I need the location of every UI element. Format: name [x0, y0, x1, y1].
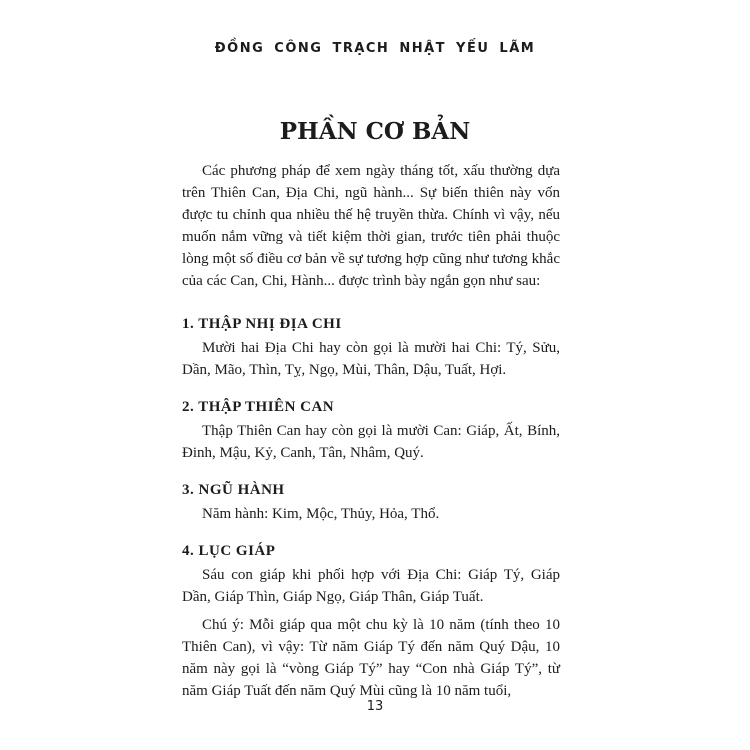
intro-paragraph: Các phương pháp để xem ngày tháng tốt, xấu thường dựa trên Thiên Can, Địa Chi, ngũ hành... Sự biến thiên này vốn được tu chỉnh qua nhiều thế hệ truyền thừa. Chính vì vậy, nếu muốn nắm vững và tiết kiệm thời gian, trước tiên phải thuộc lòng một số điều cơ bản về sự tương hợp cũng như tương khắc của các Can, Chi, Hành... được trình bày ngắn gọn như sau:: [182, 163, 560, 289]
section-paragraph: Mười hai Địa Chi hay còn gọi là mười hai Chi: Tý, Sửu, Dần, Mão, Thìn, Tỵ, Ngọ, Mùi, Thân, Dậu, Tuất, Hợi.: [182, 340, 560, 378]
section-thap-nhi-dia-chi: [182, 313, 560, 381]
section-thap-thien-can: [182, 396, 560, 464]
section-paragraph: Sáu con giáp khi phối hợp với Địa Chi: Giáp Tý, Giáp Dần, Giáp Thìn, Giáp Ngọ, Giáp Thân, Giáp Tuất.: [182, 567, 560, 605]
running-header: ĐỒNG CÔNG TRẠCH NHẬT YẾU LÃM: [214, 41, 536, 56]
section-heading: 4. LỤC GIÁP: [182, 543, 276, 559]
note-paragraph: Chú ý: Mỗi giáp qua một chu kỳ là 10 năm (tính theo 10 Thiên Can), vì vậy: Từ năm Giáp Tý đến năm Quý Dậu, 10 năm này gọi là “vòng Giáp Tý” hay “Con nhà Giáp Tý”, từ năm Giáp Tuất đến năm Quý Mùi cũng là 10 năm tuổi,: [182, 617, 560, 699]
page-body: [182, 160, 560, 702]
section-heading: 3. NGŨ HÀNH: [182, 482, 285, 498]
page-number: 13: [366, 699, 384, 714]
section-paragraph: Năm hành: Kim, Mộc, Thủy, Hỏa, Thổ.: [202, 506, 440, 522]
section-luc-giap: [182, 540, 560, 608]
section-heading: 1. THẬP NHỊ ĐỊA CHI: [182, 316, 342, 332]
section-heading: 2. THẬP THIÊN CAN: [182, 399, 335, 415]
section-ngu-hanh: [182, 479, 560, 525]
section-paragraph: Thập Thiên Can hay còn gọi là mười Can: Giáp, Ất, Bính, Đinh, Mậu, Kỷ, Canh, Tân, Nhâm, Quý.: [182, 423, 560, 461]
chapter-title: PHẦN CƠ BẢN: [279, 118, 471, 145]
